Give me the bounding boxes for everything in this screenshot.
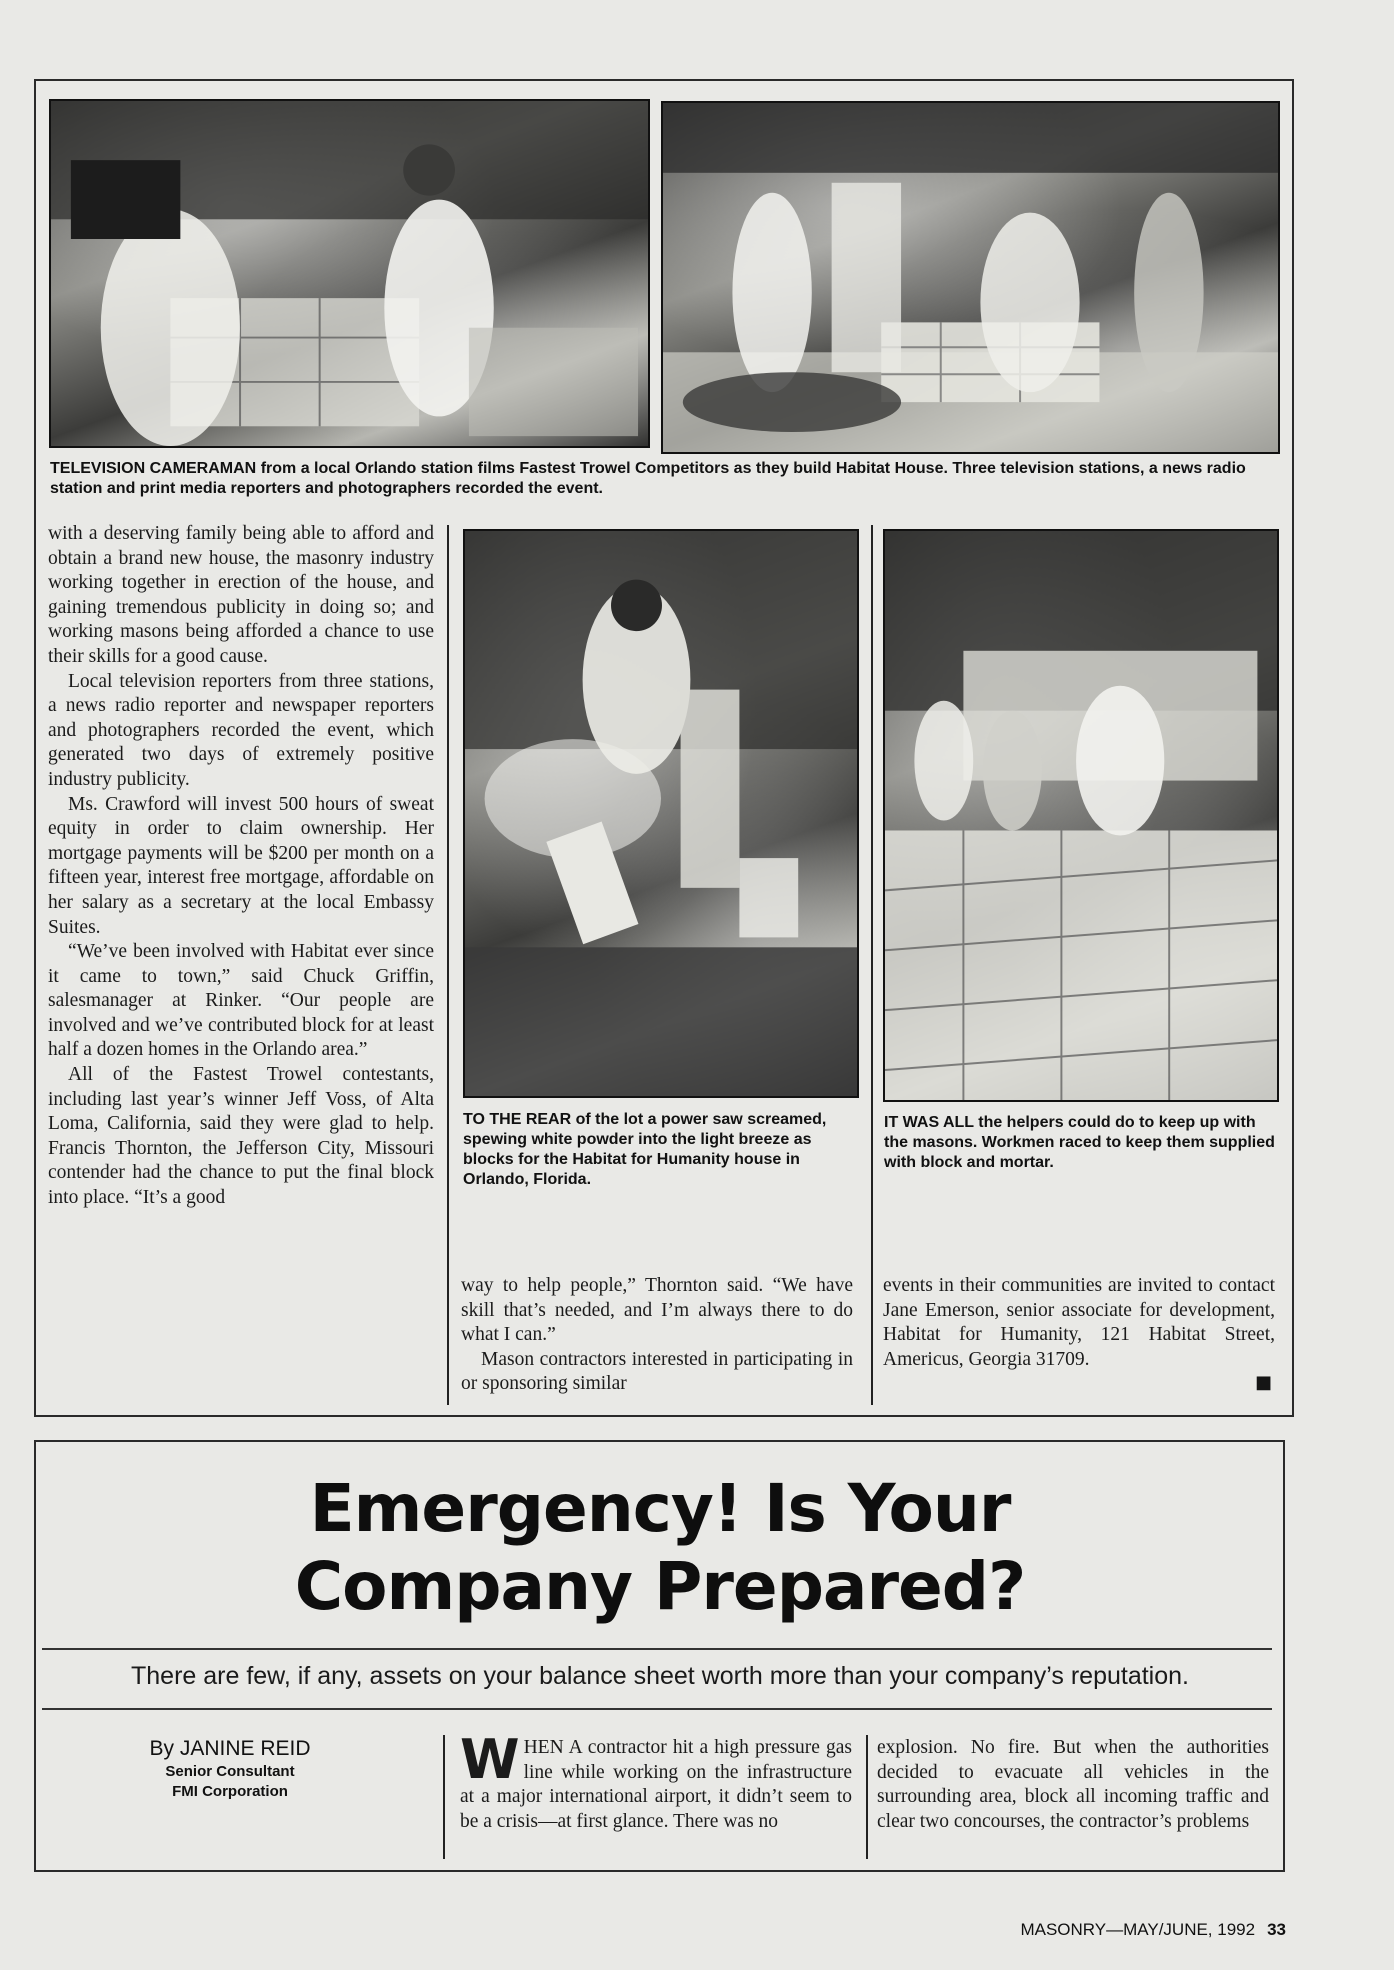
article2-col1-text: HEN A contractor hit a high pressure gas line while working on the infrastructure at a major international airport, it didn’t seem to be a crisis—at first glance. There was no	[460, 1737, 852, 1832]
col1-paragraph-4: “We’ve been involved with Habitat ever since it came to town,” said Chuck Griffin, salesmanager at Rinker. “Our people are involved and we’ve contributed block for at least half a dozen homes in the Orlando area.”	[48, 941, 434, 1061]
col1-paragraph-1: with a deserving family being able to afford and obtain a brand new house, the masonry industry working together in erection of the house, and gaining tremendous publicity in doing so; and working masons being afforded a chance to use their skills for a good cause.	[48, 523, 434, 667]
article2-title	[40, 1470, 1280, 1626]
col1-paragraph-2: Local television reporters from three stations, a news radio reporter and newspaper reporters and photographers recorded the event, which generated two days of extremely positive industry publicity.	[48, 670, 434, 790]
photo-cameraman-illustration	[51, 101, 648, 446]
saw-caption-lead: TO THE REAR	[463, 1111, 572, 1128]
article2-title-line2: Company Prepared?	[294, 1548, 1026, 1625]
helpers-photo-caption	[884, 1113, 1278, 1173]
top-photo-caption	[50, 459, 1282, 499]
col1-paragraph-5: All of the Fastest Trowel contestants, including last year’s winner Jeff Voss, of Alta Loma, California, said they were glad to help. Francis Thornton, the Jefferson City, Missouri contender had the chance to put the final block into place. “It’s a good	[48, 1064, 434, 1209]
byline-title: Senior Consultant	[165, 1763, 295, 1780]
article2-title-line1: Emergency! Is Your	[309, 1470, 1011, 1547]
dek-bottom-rule	[42, 1708, 1272, 1710]
article-column-1	[48, 522, 434, 1211]
article2-column-rule-1	[443, 1735, 445, 1859]
column-rule-1	[447, 525, 449, 1405]
article2-column-2	[877, 1736, 1269, 1834]
article2-column-1	[460, 1728, 852, 1834]
col2-paragraph-2: Mason contractors interested in participating in or sponsoring similar	[461, 1348, 853, 1395]
photo-saw-illustration	[465, 531, 857, 1096]
byline-company: FMI Corporation	[172, 1783, 288, 1800]
top-caption-lead: TELEVISION CAMERAMAN	[50, 460, 257, 477]
photo-helpers	[883, 529, 1279, 1102]
page-footer	[900, 1920, 1286, 1940]
end-of-article-mark: ■	[1255, 1372, 1273, 1393]
photo-power-saw	[463, 529, 859, 1098]
article-column-3	[883, 1274, 1275, 1372]
article2-byline	[100, 1736, 360, 1802]
photo-masons-building	[661, 101, 1280, 454]
saw-photo-caption	[463, 1110, 857, 1190]
dek-top-rule	[42, 1648, 1272, 1650]
col3-paragraph-1	[883, 1274, 1275, 1372]
helpers-caption-lead: IT WAS ALL	[884, 1114, 974, 1131]
footer-publication: MASONRY—MAY/JUNE, 1992	[1020, 1920, 1256, 1939]
article2-column-rule-2	[866, 1735, 868, 1859]
article2-col2-text: explosion. No fire. But when the authorities decided to evacuate all vehicles in the surrounding area, block all incoming traffic and clear two concourses, the contractor’s problems	[877, 1737, 1269, 1832]
helpers-caption-text: the helpers could do to keep up with the masons. Workmen raced to keep them supplied with block and mortar.	[884, 1114, 1275, 1171]
col2-paragraph-1: way to help people,” Thornton said. “We have skill that’s needed, and I’m always there to do what I can.”	[461, 1275, 853, 1346]
article-column-2	[461, 1274, 853, 1397]
column-rule-2	[871, 525, 873, 1405]
byline-author: By JANINE REID	[149, 1737, 311, 1760]
article2-dropcap: W	[460, 1728, 520, 1791]
saw-caption-text: of the lot a power saw screamed, spewing white powder into the light breeze as blocks for the Habitat for Humanity house in Orlando, Florida.	[463, 1111, 827, 1188]
top-caption-text: from a local Orlando station films Fastest Trowel Competitors as they build Habitat House. Three television stations, a news radio station and print media reporters and photographers recorded the event.	[50, 460, 1246, 497]
footer-page-number: 33	[1267, 1920, 1286, 1939]
photo-cameraman	[49, 99, 650, 448]
col3-text: events in their communities are invited to contact Jane Emerson, senior associate for development, Habitat for Humanity, 121 Habitat Street, Americus, Georgia 31709.	[883, 1275, 1275, 1370]
photo-helpers-illustration	[885, 531, 1277, 1100]
photo-masons-illustration	[663, 103, 1278, 452]
col1-paragraph-3: Ms. Crawford will invest 500 hours of sweat equity in order to claim ownership. Her mortgage payments will be $200 per month on a fifteen year, interest free mortgage, affordable on her salary as a secretary at the local Embassy Suites.	[48, 793, 434, 938]
article2-dek: There are few, if any, assets on your balance sheet worth more than your company’s reputation.	[131, 1662, 1189, 1690]
